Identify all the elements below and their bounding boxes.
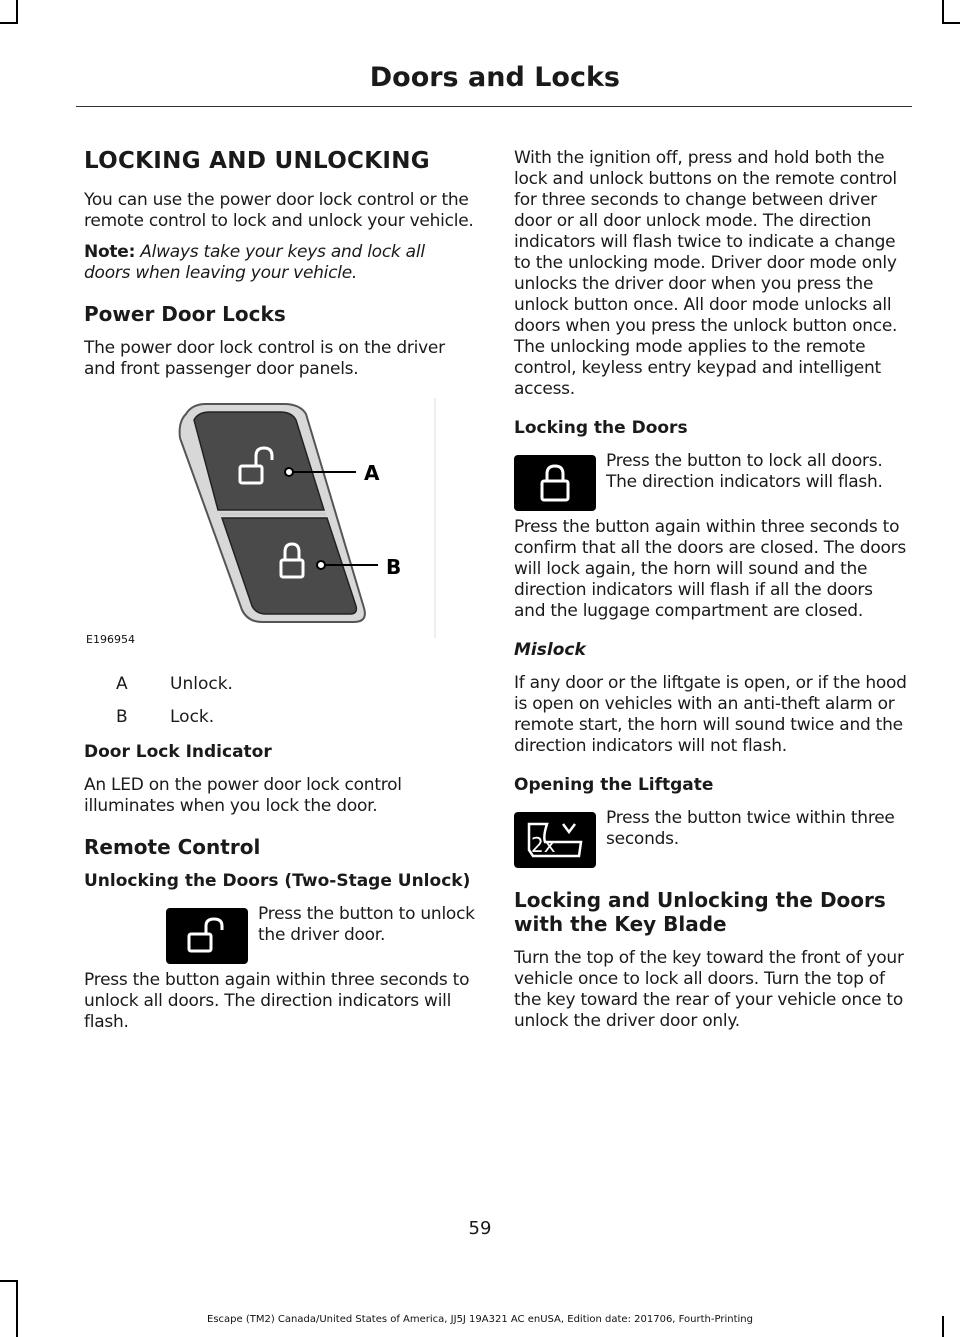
- figure-id: E196954: [86, 633, 135, 646]
- page-number: 59: [468, 1218, 492, 1239]
- note: [84, 242, 476, 284]
- lock-button-icon: [514, 455, 596, 511]
- legend-key: A: [116, 674, 128, 694]
- liftgate-icon-label: 2x: [531, 833, 556, 857]
- locking-heading: Locking the Doors: [514, 418, 688, 438]
- intro-paragraph: You can use the power door lock control or the remote control to lock and unlock your vehicle.: [84, 190, 474, 231]
- unlock-text-2: Press the button again within three seconds to unlock all doors. The direction indicators will flash.: [84, 970, 470, 1032]
- legend-text: Unlock.: [170, 674, 233, 694]
- mislock-text: If any door or the liftgate is open, or if the hood is open on vehicles with an anti-theft alarm or remote start, the horn will sound twice and the direction indicators will not flash.: [514, 673, 907, 756]
- door-lock-switch-illustration: [84, 398, 436, 638]
- crop-mark: [942, 22, 960, 24]
- page-header-title: Doors and Locks: [369, 62, 620, 93]
- section-heading: LOCKING AND UNLOCKING: [84, 148, 430, 174]
- indicator-text: An LED on the power door lock control illuminates when you lock the door.: [84, 775, 402, 816]
- callout-a: A: [364, 461, 380, 485]
- locking-text-1: Press the button to lock all doors. The direction indicators will flash.: [606, 451, 883, 492]
- legend-text: Lock.: [170, 707, 215, 727]
- liftgate-button-icon: [514, 812, 596, 868]
- locking-text-2: Press the button again within three seconds to confirm that all the doors are closed. The doors will lock again, the horn will sound and the direction indicators will flash if all the doors and the luggage compartment are closed.: [514, 517, 906, 621]
- note-body: Always take your keys and lock all doors when leaving your vehicle.: [84, 242, 425, 283]
- legend-row: [84, 707, 476, 728]
- header-rule: [76, 106, 912, 107]
- remote-control-heading: Remote Control: [84, 835, 261, 859]
- door-lock-control-figure: [84, 398, 476, 650]
- crop-mark: [16, 0, 18, 22]
- power-locks-text: The power door lock control is on the driver and front passenger door panels.: [84, 338, 445, 379]
- lock-icon: [533, 461, 577, 505]
- left-column: [84, 140, 476, 1043]
- keyblade-heading: Locking and Unlocking the Doors with the Key Blade: [514, 888, 886, 936]
- crop-mark: [942, 0, 944, 22]
- unlock-mode-text: With the ignition off, press and hold both the lock and unlock buttons on the remote control for three seconds to change between driver door or all door unlock mode. The direction indicators will flash twice to indicate a change to the unlocking mode. Driver door mode only unlocks the driver door when you press the unlock button once. All door mode unlocks all doors when you press the unlock button once. The unlocking mode applies to the remote control, keyless entry keypad and intelligent access.: [514, 148, 898, 399]
- indicator-heading: Door Lock Indicator: [84, 742, 272, 762]
- keyblade-text: Turn the top of the key toward the front of your vehicle once to lock all doors. Turn the top of the key toward the rear of your vehicle once to unlock the driver door only.: [514, 948, 904, 1031]
- figure-legend: [84, 674, 476, 728]
- crop-mark: [16, 1280, 18, 1337]
- unlock-text-1: Press the button to unlock the driver door.: [258, 904, 475, 945]
- liftgate-heading: Opening the Liftgate: [514, 775, 714, 795]
- locking-block: [514, 451, 908, 493]
- callout-b: B: [386, 555, 402, 579]
- right-column: [514, 140, 908, 1042]
- unlock-block: [84, 904, 476, 946]
- power-locks-heading: Power Door Locks: [84, 302, 286, 326]
- legend-key: B: [116, 707, 128, 727]
- crop-mark: [0, 1280, 18, 1282]
- crop-mark: [0, 22, 18, 24]
- legend-row: [84, 674, 476, 695]
- note-label: Note:: [84, 242, 136, 262]
- liftgate-icon: [523, 818, 587, 862]
- unlock-button-icon: [166, 908, 248, 964]
- unlocking-heading: Unlocking the Doors (Two-Stage Unlock): [84, 871, 471, 891]
- mislock-heading: Mislock: [514, 640, 586, 660]
- liftgate-block: [514, 808, 908, 857]
- unlock-icon: [181, 916, 233, 956]
- liftgate-text: Press the button twice within three seconds.: [606, 808, 895, 849]
- page-footer: Escape (TM2) Canada/United States of America, JJ5J 19A321 AC enUSA, Edition date: 201706, Fourth-Printing: [207, 1314, 753, 1325]
